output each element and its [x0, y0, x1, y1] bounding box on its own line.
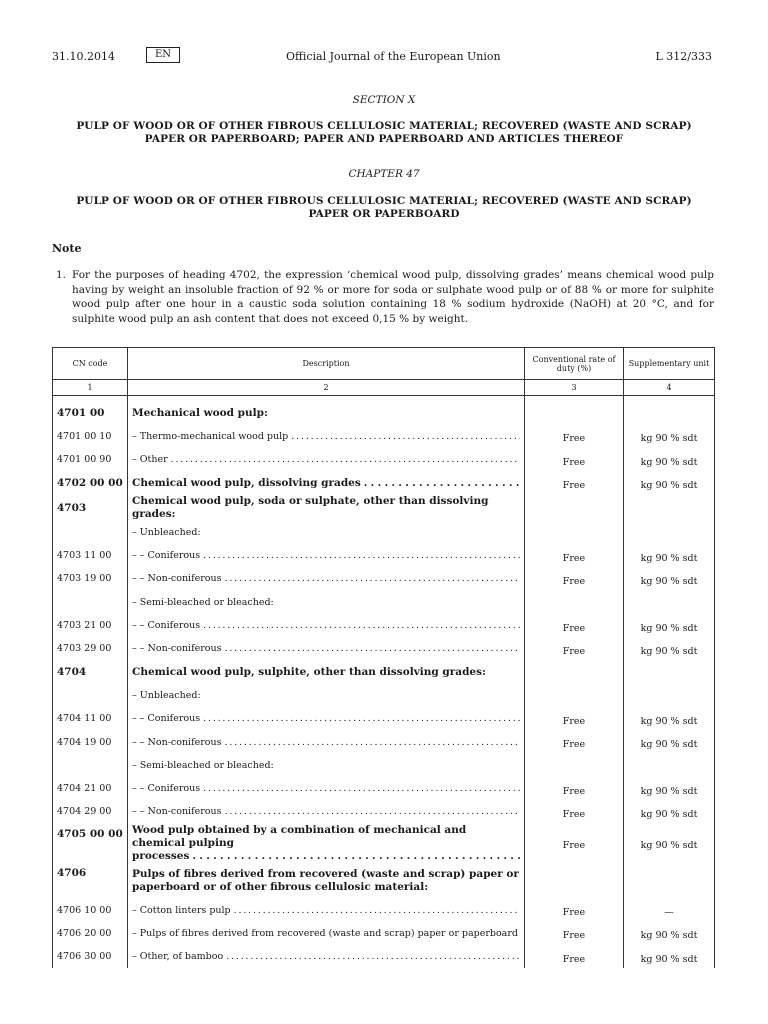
table-row — [53, 777, 715, 800]
row-description: – Cotton linters pulp — [132, 904, 231, 916]
table-row — [53, 707, 715, 730]
supplementary-unit: kg 90 % sdt — [624, 614, 715, 637]
table-row — [53, 730, 715, 753]
tariff-table — [52, 347, 715, 968]
chapter-title: PULP OF WOOD OR OF OTHER FIBROUS CELLULOSIC MATERIAL; RECOVERED (WASTE AND SCRAP) PAPER OR PAPERBOARD — [76, 195, 692, 220]
header-description: Description — [128, 348, 525, 380]
column-number: 2 — [128, 380, 525, 396]
cn-code: 4704 19 00 — [53, 730, 128, 753]
supplementary-unit: kg 90 % sdt — [624, 922, 715, 945]
header-cn-code: CN code — [53, 348, 128, 380]
cn-code: 4703 29 00 — [53, 637, 128, 660]
table-row — [53, 591, 715, 614]
cn-code: 4703 19 00 — [53, 567, 128, 590]
duty-rate: Free — [525, 614, 624, 637]
cn-code: 4706 — [53, 863, 128, 899]
row-description: – – Coniferous — [132, 713, 201, 725]
duty-rate: Free — [525, 707, 624, 730]
table-row — [53, 863, 715, 899]
cn-code: 4701 00 — [53, 402, 128, 425]
row-description: – Semi-bleached or bleached: — [128, 591, 525, 614]
table-row — [53, 899, 715, 922]
page-header — [52, 50, 712, 68]
supplementary-unit: kg 90 % sdt — [624, 800, 715, 823]
cn-code: 4701 00 10 — [53, 425, 128, 448]
note-heading: Note — [52, 242, 82, 255]
row-description: – Semi-bleached or bleached: — [128, 754, 525, 777]
duty-rate: Free — [525, 777, 624, 800]
note-paragraph — [52, 268, 714, 326]
table-row — [53, 471, 715, 494]
cn-code: 4703 11 00 — [53, 544, 128, 567]
duty-rate: Free — [525, 922, 624, 945]
section-title: PULP OF WOOD OR OF OTHER FIBROUS CELLULOSIC MATERIAL; RECOVERED (WASTE AND SCRAP) PAPER OR PAPERBOARD; PAPER AND PAPERBOARD AND ARTICLES THEREOF — [76, 120, 692, 145]
supplementary-unit: kg 90 % sdt — [624, 471, 715, 494]
row-description: Mechanical wood pulp: — [128, 402, 525, 425]
supplementary-unit: kg 90 % sdt — [624, 777, 715, 800]
cn-code: 4706 20 00 — [53, 922, 128, 945]
table-row — [53, 800, 715, 823]
row-description: – – Non-coniferous — [132, 573, 222, 585]
section-label: SECTION X — [352, 94, 416, 106]
page-reference: L 312/333 — [655, 50, 712, 63]
table-row — [53, 754, 715, 777]
table-row — [53, 544, 715, 567]
table-row — [53, 495, 715, 521]
duty-rate: Free — [525, 637, 624, 660]
duty-rate: Free — [525, 899, 624, 922]
duty-rate: Free — [525, 730, 624, 753]
header-duty-rate: Conventional rate of duty (%) — [525, 348, 624, 380]
cn-code: 4704 — [53, 660, 128, 683]
table-row — [53, 521, 715, 544]
language-badge: EN — [146, 47, 180, 63]
row-description: – – Non-coniferous — [132, 643, 222, 655]
row-description: Chemical wood pulp, soda or sulphate, other than dissolving grades: — [128, 495, 525, 521]
supplementary-unit: kg 90 % sdt — [624, 945, 715, 968]
supplementary-unit: kg 90 % sdt — [624, 637, 715, 660]
duty-rate: Free — [525, 471, 624, 494]
table-row — [53, 448, 715, 471]
row-description: – – Non-coniferous — [132, 806, 222, 818]
header-supplementary-unit: Supplementary unit — [624, 348, 715, 380]
cn-code: 4704 29 00 — [53, 800, 128, 823]
row-description: – Pulps of fibres derived from recovered (waste and scrap) paper or paperboard — [128, 922, 525, 945]
row-description: – – Coniferous — [132, 783, 201, 795]
table-row — [53, 922, 715, 945]
duty-rate: Free — [525, 824, 624, 863]
table-row — [53, 824, 715, 863]
supplementary-unit: kg 90 % sdt — [624, 425, 715, 448]
supplementary-unit: kg 90 % sdt — [624, 824, 715, 863]
table-row — [53, 637, 715, 660]
row-description: Wood pulp obtained by a combination of mechanical and chemical pulping — [132, 823, 467, 849]
column-number: 3 — [525, 380, 624, 396]
supplementary-unit: kg 90 % sdt — [624, 730, 715, 753]
row-description: – Other — [132, 454, 168, 466]
table-row — [53, 660, 715, 683]
supplementary-unit: — — [624, 899, 715, 922]
cn-code: 4703 — [53, 495, 128, 521]
row-description: – Thermo-mechanical wood pulp — [132, 430, 289, 442]
supplementary-unit: kg 90 % sdt — [624, 544, 715, 567]
supplementary-unit: kg 90 % sdt — [624, 707, 715, 730]
table-row — [53, 402, 715, 425]
duty-rate: Free — [525, 945, 624, 968]
cn-code: 4704 11 00 — [53, 707, 128, 730]
cn-code: 4705 00 00 — [53, 824, 128, 863]
row-description: – Other, of bamboo — [132, 951, 224, 963]
row-description-cont: processes — [132, 849, 190, 862]
row-description: – – Coniferous — [132, 550, 201, 562]
row-description: – – Coniferous — [132, 620, 201, 632]
table-row — [53, 945, 715, 968]
row-description: – Unbleached: — [128, 521, 525, 544]
cn-code: 4703 21 00 — [53, 614, 128, 637]
column-number: 4 — [624, 380, 715, 396]
supplementary-unit: kg 90 % sdt — [624, 448, 715, 471]
row-description: – – Non-coniferous — [132, 736, 222, 748]
duty-rate: Free — [525, 425, 624, 448]
row-description: Chemical wood pulp, dissolving grades — [132, 476, 361, 489]
duty-rate: Free — [525, 544, 624, 567]
cn-code: 4704 21 00 — [53, 777, 128, 800]
note-number: 1. — [56, 269, 67, 281]
row-description: Pulps of fibres derived from recovered (waste and scrap) paper or paperboard or of other fibrous cellulosic material: — [128, 863, 525, 899]
row-description: – Unbleached: — [128, 684, 525, 707]
cn-code: 4701 00 90 — [53, 448, 128, 471]
cn-code: 4706 10 00 — [53, 899, 128, 922]
row-description: Chemical wood pulp, sulphite, other than dissolving grades: — [128, 660, 525, 683]
duty-rate: Free — [525, 448, 624, 471]
journal-title: Official Journal of the European Union — [286, 50, 501, 63]
column-number: 1 — [53, 380, 128, 396]
table-row — [53, 567, 715, 590]
note-text: For the purposes of heading 4702, the expression ‘chemical wood pulp, dissolving grades’ means chemical wood pulp having by weight an insoluble fraction of 92 % or more for soda or sulphate wood pulp or of 88 % or more for sulphite wood pulp after one hour in a caustic soda solution containing 18 % sodium hydroxide (NaOH) at 20 °C, and for sulphite wood pulp an ash content that does not exceed 0,15 % by weight. — [72, 269, 714, 325]
supplementary-unit: kg 90 % sdt — [624, 567, 715, 590]
duty-rate: Free — [525, 800, 624, 823]
chapter-label: CHAPTER 47 — [348, 168, 420, 180]
table-row — [53, 614, 715, 637]
cn-code: 4706 30 00 — [53, 945, 128, 968]
publication-date: 31.10.2014 — [52, 50, 115, 63]
cn-code: 4702 00 00 — [53, 471, 128, 494]
duty-rate: Free — [525, 567, 624, 590]
table-row — [53, 684, 715, 707]
table-row — [53, 425, 715, 448]
